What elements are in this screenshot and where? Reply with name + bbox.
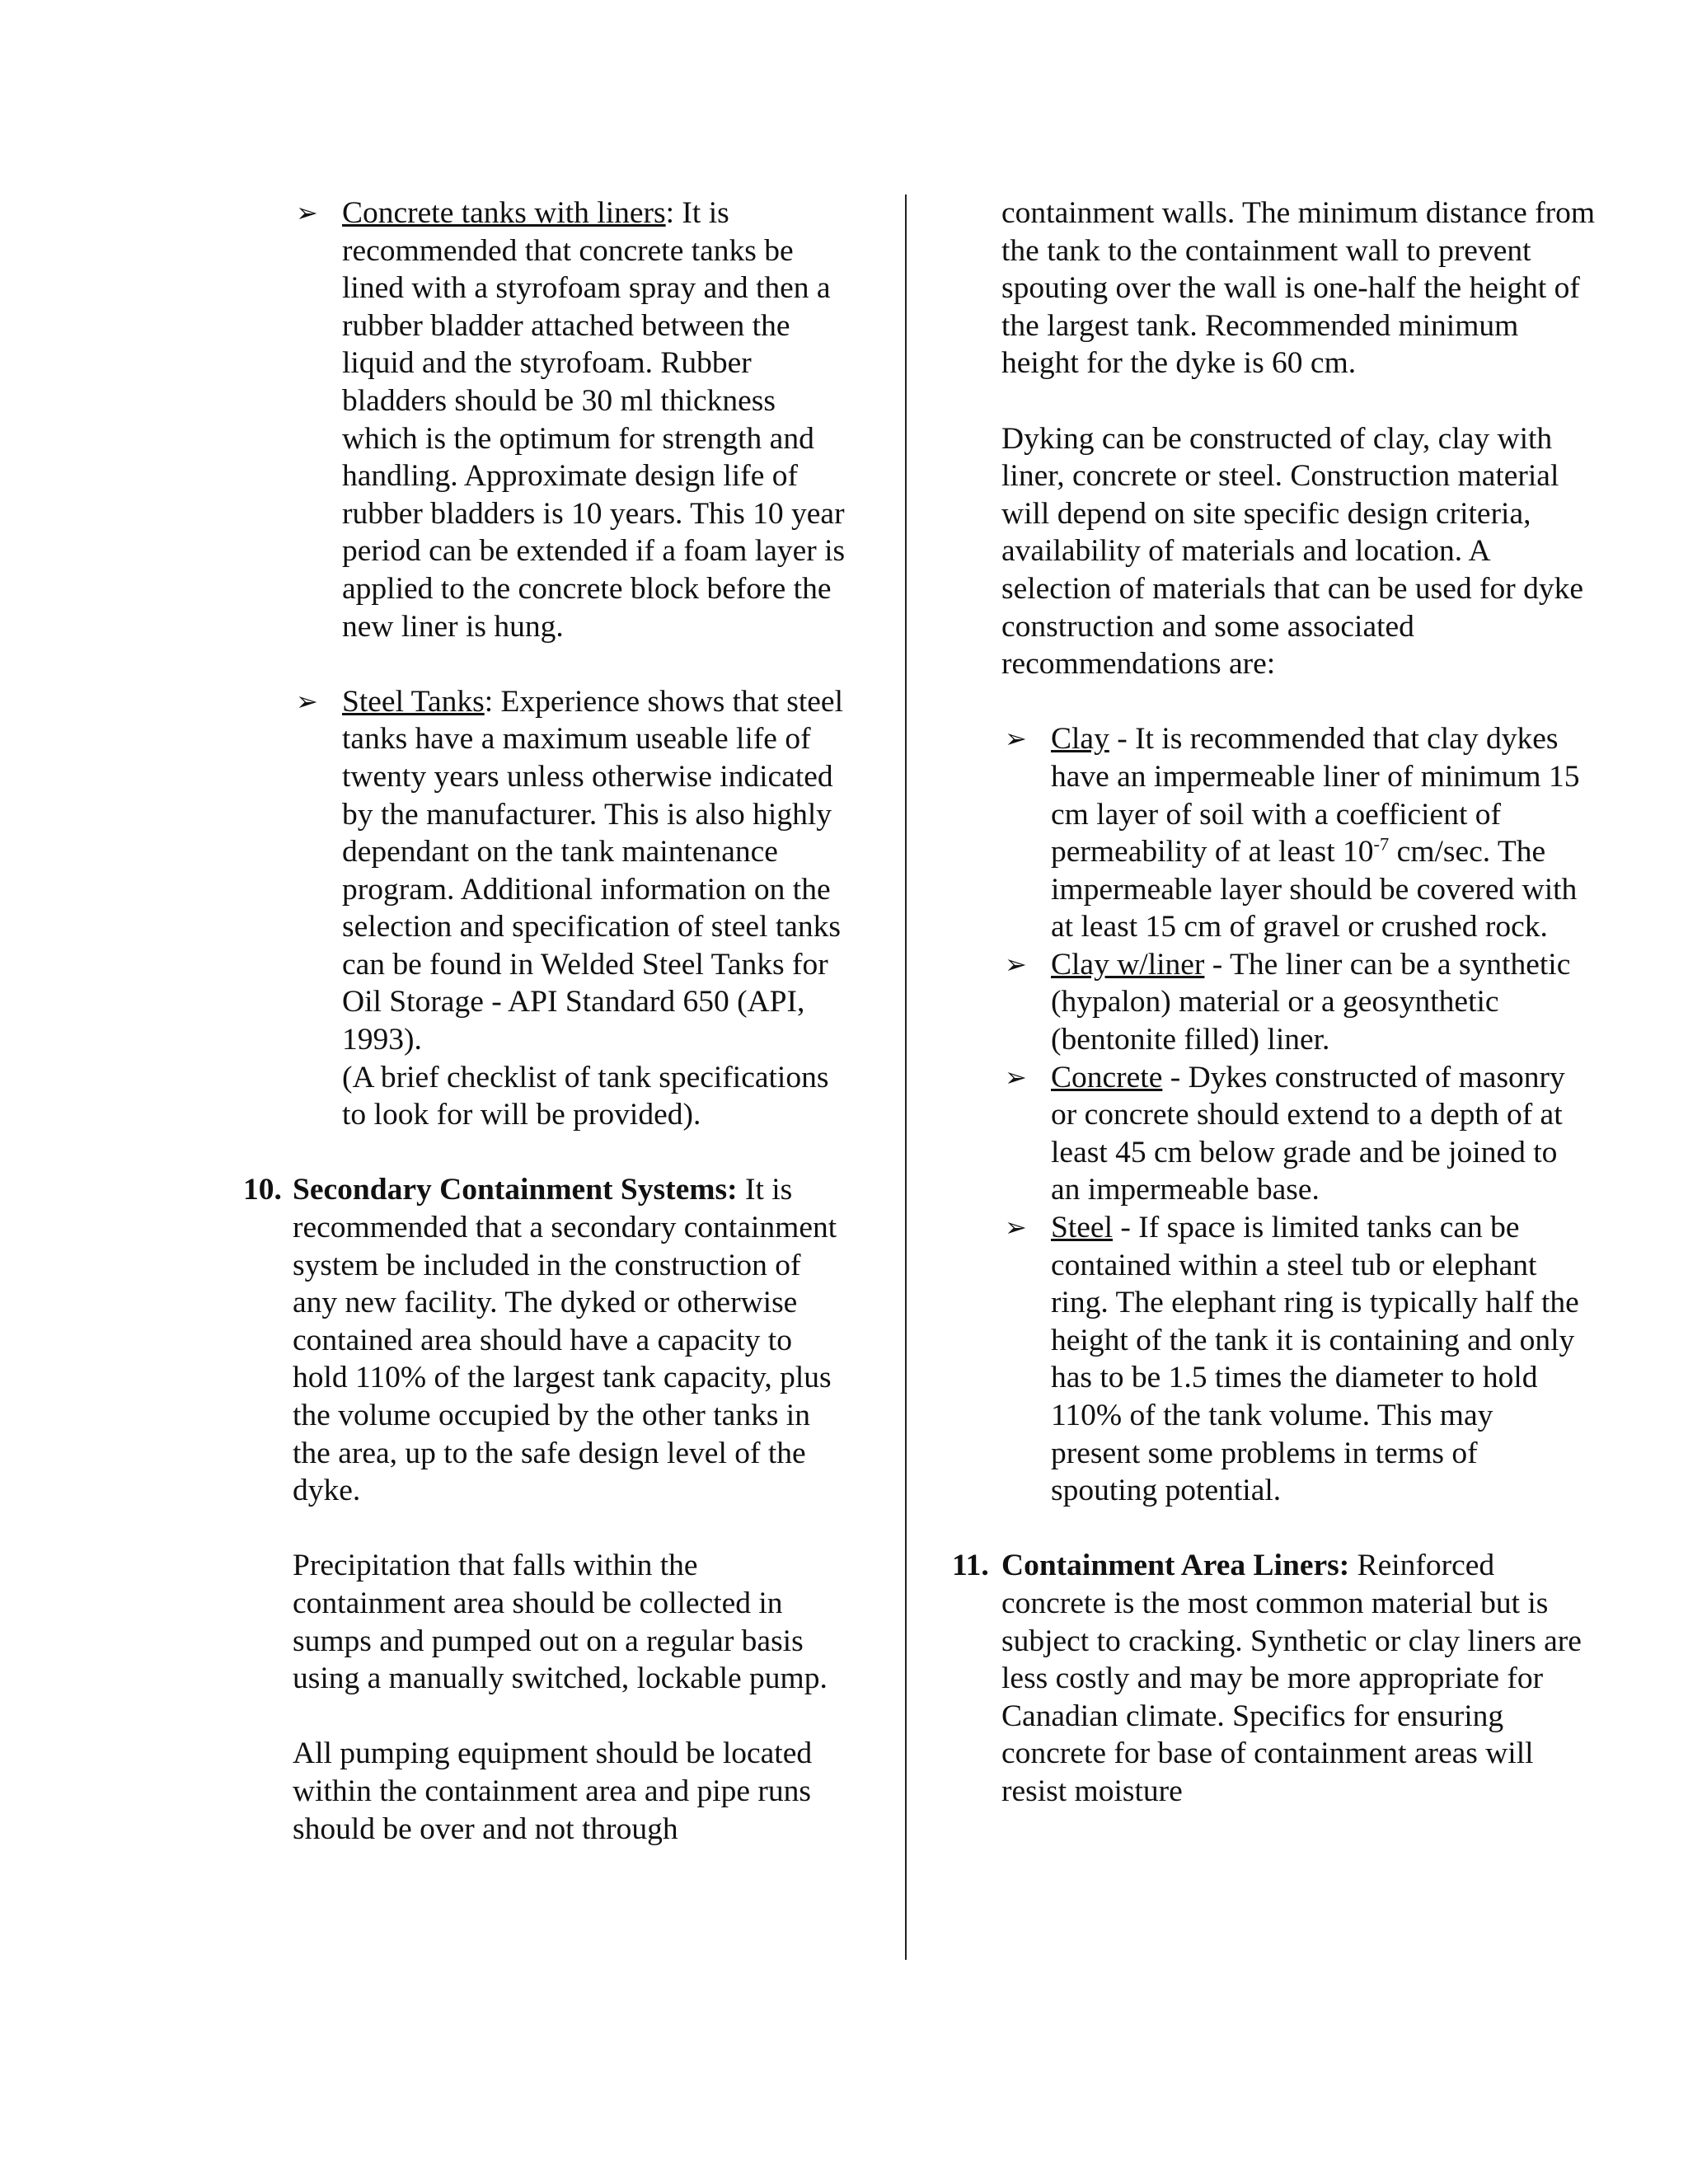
term-clay: Clay [1051, 722, 1109, 757]
term-concrete-tanks: Concrete tanks with liners [342, 196, 666, 230]
superscript-exponent: -7 [1373, 833, 1390, 855]
term-steel-tanks: Steel Tanks [342, 684, 485, 719]
arrow-bullet-icon: ➢ [1005, 1212, 1027, 1243]
term-steel: Steel [1051, 1211, 1113, 1245]
text-steel-tanks: : Experience shows that steel tanks have a maximum useable life of twenty years unless otherwise indicated by the manufacturer. This is also highly dependant on the tank maintenance program. Additional information on the selection and specification of steel tanks can be found in Welded Steel Tanks for Oil Storage - API Standard 650 (API, 1993). [342, 684, 843, 1057]
term-clay-liner: Clay w/liner [1051, 947, 1205, 982]
item-number: 11. [952, 1549, 989, 1583]
paragraph-containment-walls: containment walls. The minimum distance from the tank to the containment wall to prevent spouting over the wall is one-half the height of the largest tank. Recommended minimum height for the dyke is 60 cm. [1001, 196, 1595, 381]
left-column [0, 194, 898, 1848]
column-divider [905, 194, 907, 1960]
item-heading: Containment Area Liners: [1001, 1549, 1350, 1583]
term-concrete: Concrete [1051, 1060, 1163, 1094]
item-heading: Secondary Containment Systems: [293, 1173, 738, 1207]
item-text: It is recommended that a secondary containment system be included in the construction of any new facility. The dyked or otherwise contained area should have a capacity to hold 110% of the largest tank capacity, plus the volume occupied by the other tanks in the area, up to the safe design level of the dyke. [293, 1173, 837, 1508]
right-column [919, 194, 1595, 1811]
bullet-concrete [1005, 1059, 1587, 1209]
item-number: 10. [243, 1173, 282, 1207]
bullet-clay [1005, 720, 1587, 946]
text-clay-liner: - The liner can be a synthetic (hypalon) material or a geosynthetic (bentonite filled) liner. [1051, 947, 1571, 1057]
text-concrete: - Dykes constructed of masonry or concrete should extend to a depth of at least 45 cm below grade and be joined to an impermeable base. [1051, 1060, 1565, 1207]
text-clay-a: - It is recommended that clay dykes have an impermeable liner of minimum 15 cm layer of soil with a coefficient of permeability of at least 10 [1051, 722, 1580, 869]
item-text: Reinforced concrete is the most common material but is subject to cracking. Synthetic or clay liners are less costly and may be more appropriate for Canadian climate. Specifics for ensuring concrete for base of containment areas will resist moisture [1001, 1549, 1582, 1808]
text-concrete-tanks: : It is recommended that concrete tanks be lined with a styrofoam spray and then a rubber bladder attached between the liquid and the styrofoam. Rubber bladders should be 30 ml thickness which is the optimum for strength and handling. Approximate design life of rubber bladders is 10 years. This 10 year period can be extended if a foam layer is applied to the concrete block before the new liner is hung. [342, 196, 846, 644]
arrow-bullet-icon: ➢ [296, 686, 318, 716]
paragraph-precipitation: Precipitation that falls within the containment area should be collected in sumps and pumped out on a regular basis using a manually switched, lockable pump. [293, 1549, 828, 1696]
paragraph-dyking: Dyking can be constructed of clay, clay with liner, concrete or steel. Construction material will depend on site specific design criteria, availability of materials and location. A selection of materials that can be used for dyke construction and some associated recommendations are: [1001, 421, 1583, 682]
bullet-concrete-tanks [296, 194, 853, 645]
item-10-secondary-containment [243, 1171, 853, 1509]
arrow-bullet-icon: ➢ [1005, 949, 1027, 979]
arrow-bullet-icon: ➢ [1005, 724, 1027, 754]
bullet-clay-liner [1005, 946, 1587, 1059]
text-steel: - If space is limited tanks can be contained within a steel tub or elephant ring. The elephant ring is typically half the height of the tank it is containing and only has to be 1.5 times the diameter to hold 110% of the tank volume. This may present some problems in terms of spouting potential. [1051, 1211, 1579, 1508]
item-11-containment-liners [952, 1547, 1595, 1810]
bullet-steel [1005, 1209, 1587, 1510]
arrow-bullet-icon: ➢ [296, 198, 318, 227]
note-checklist: (A brief checklist of tank specifications to look for will be provided). [342, 1060, 829, 1132]
text-clay-b: cm/sec. The impermeable layer should be covered with at least 15 cm of gravel or crushed rock. [1051, 835, 1578, 944]
bullet-steel-tanks [296, 683, 853, 1059]
arrow-bullet-icon: ➢ [1005, 1062, 1027, 1092]
paragraph-pumping: All pumping equipment should be located within the containment area and pipe runs should be over and not through [293, 1736, 813, 1846]
